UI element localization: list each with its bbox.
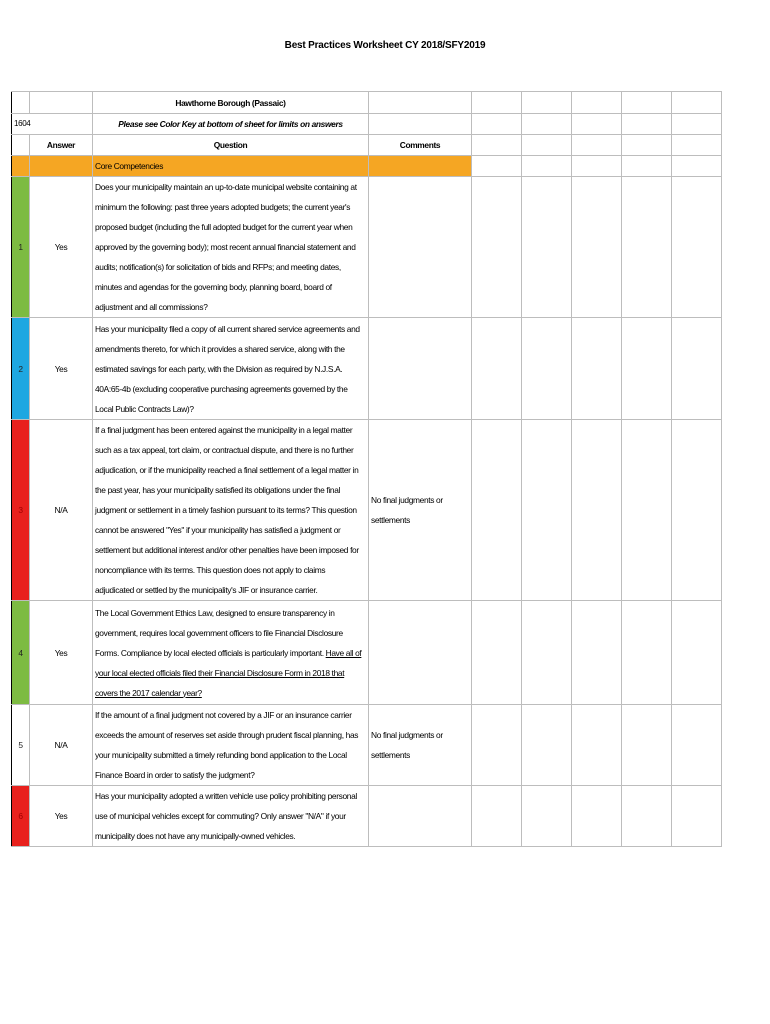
question-cell: Has your municipality adopted a written vehicle use policy prohibiting personal use of municipal vehicles except for commuting? Only answer "N/A" if your municipality does not have any municipally-owned vehicles. — [93, 786, 369, 847]
answer-column-header: Answer — [30, 135, 93, 156]
row-number: 3 — [12, 420, 30, 601]
table-row — [12, 786, 722, 847]
question-cell: If a final judgment has been entered against the municipality in a legal matter such as a tax appeal, tort claim, or contractual dispute, and there is no further adjudication, or if the municipality reached a final settlement of a legal matter in the past year, has your municipality satisfied its obligations under the final judgment or settlement in a timely fashion pursuant to its terms? This question cannot be answered "Yes" if your municipality has satisfied a judgment or settlement but additional interest and/or other penalties have been imposed for noncompliance with its terms. This question does not apply to claims adjudicated or settled by the municipality's JIF or insurance carrier. — [93, 420, 369, 601]
answer-cell: N/A — [30, 705, 93, 786]
question-column-header: Question — [93, 135, 369, 156]
row-number: 5 — [12, 705, 30, 786]
answer-cell: N/A — [30, 420, 93, 601]
comments-cell — [369, 177, 472, 318]
table-row — [12, 177, 722, 318]
comments-column-header: Comments — [369, 135, 472, 156]
question-text-underlined: Have all of your local elected officials filed their Financial Disclosure Form in 2018 that covers the 2017 calendar year? — [95, 647, 362, 698]
answer-cell: Yes — [30, 177, 93, 318]
row-number: 1 — [12, 177, 30, 318]
table-row — [12, 705, 722, 786]
section-header: Core Competencies — [93, 156, 369, 177]
municipality-name: Hawthorne Borough (Passaic) — [93, 92, 369, 114]
question-cell: Does your municipality maintain an up-to-date municipal website containing at minimum the following: past three years adopted budgets; the current year's proposed budget (including the full adopted budget for the current year when approved by the governing body); most recent annual financial statement and audits; notification(s) for solicitation of bids and RFPs; and meeting dates, minutes and agendas for the governing body, planning board, board of adjustment and all commissions? — [93, 177, 369, 318]
comments-cell — [369, 786, 472, 847]
question-cell — [93, 601, 369, 705]
table-row — [12, 601, 722, 705]
question-cell: If the amount of a final judgment not covered by a JIF or an insurance carrier exceeds the amount of reserves set aside through prudent fiscal planning, has your municipality submitted a timely refunding bond application to the Local Finance Board in order to satisfy the judgment? — [93, 705, 369, 786]
row-number: 4 — [12, 601, 30, 705]
answer-cell: Yes — [30, 601, 93, 705]
municipality-code: 1604 — [12, 114, 93, 135]
question-text: The Local Government Ethics Law, designed to ensure transparency in government, requires local government officers to file Financial Disclosure Forms. Compliance by local elected officials is particularly important. — [95, 607, 343, 658]
comments-cell — [369, 318, 472, 420]
row-number: 6 — [12, 786, 30, 847]
question-cell: Has your municipality filed a copy of all current shared service agreements and amendments thereto, for which it provides a shared service, along with the estimated savings for each party, with the Division as required by N.J.S.A. 40A:65-4b (excluding cooperative purchasing agreements governed by the Local Public Contracts Law)? — [93, 318, 369, 420]
comments-cell: No final judgments or settlements — [369, 420, 472, 601]
page-title: Best Practices Worksheet CY 2018/SFY2019 — [284, 40, 486, 51]
worksheet-table — [11, 91, 722, 847]
answer-cell: Yes — [30, 318, 93, 420]
row-number: 2 — [12, 318, 30, 420]
answer-cell: Yes — [30, 786, 93, 847]
table-row — [12, 318, 722, 420]
comments-cell: No final judgments or settlements — [369, 705, 472, 786]
comments-cell — [369, 601, 472, 705]
table-row — [12, 420, 722, 601]
color-key-note: Please see Color Key at bottom of sheet for limits on answers — [93, 114, 369, 135]
